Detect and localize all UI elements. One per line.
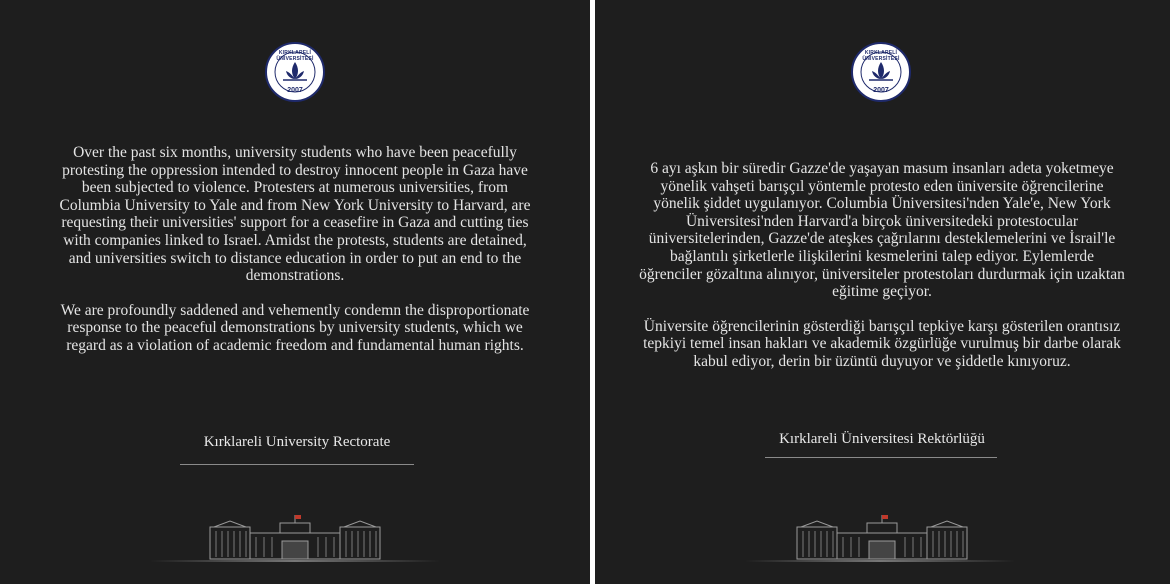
signature: Kırklareli University Rectorate: [203, 434, 391, 450]
statement-paragraph: 6 ayı aşkın bir süredir Gazze'de yaşayan masum insanları adeta yoketmeye yönelik vahşeti barışçıl yöntemle protesto eden üniversite öğrencilerine yönelik şiddet uygulanıyor. Columbia Üniversitesi'nden Yale'e, New York Üniversitesi'nden Harvard'a birçok üniversitedeki protestocular üniversitelerinden, Gazze'de ateşkes çağrılarını desteklemelerini ve İsrail'le bağlantılı şirketlerle ilişkilerini kesmelerini talep ediyor. Eylemlerde öğrenciler gözaltına alınıyor, üniversiteler protestoları durdurmak için uzaktan eğitime geçiyor.: [639, 160, 1125, 301]
university-seal-icon: [851, 42, 911, 102]
statement-paragraph: Over the past six months, university students who have been peacefully protesting the oppression intended to destroy innocent people in Gaza have been subjected to violence. Protesters at numerous universities, from Columbia University to Yale and from New York University to Harvard, are requesting their universities' support for a ceasefire in Gaza and cutting ties with companies linked to Israel. Amidst the protests, students are detained, and universities switch to distance education in order to put an end to the demonstrations.: [59, 144, 531, 285]
statement-body: [637, 160, 1127, 388]
ground-line: [150, 560, 440, 562]
signature-divider: [180, 464, 414, 465]
campus-building-icon: [190, 515, 400, 563]
statement-panel-turkish: [595, 0, 1170, 584]
university-seal-icon: [265, 42, 325, 102]
statement-paragraph: We are profoundly saddened and vehemently condemn the disproportionate response to the peaceful demonstrations by university students, which we regard as a violation of academic freedom and fundamental human rights.: [60, 301, 530, 354]
seal-university-name: KIRKLARELİ ÜNİVERSİTESİ: [276, 50, 314, 62]
seal-year: 2007: [287, 87, 303, 94]
seal-year: 2007: [873, 87, 889, 94]
statement-paragraph: Üniversite öğrencilerinin gösterdiği barışçıl tepkiye karşı gösterilen orantısız tepkiyi temel insan hakları ve akademik özgürlüğe vurulmuş bir darbe olarak kabul ediyor, derin bir üzüntü duyuyor ve şiddetle kınıyoruz.: [643, 317, 1121, 370]
statement-body: [55, 144, 535, 372]
ground-line: [745, 560, 1015, 562]
signature-divider: [765, 457, 997, 458]
signature: Kırklareli Üniversitesi Rektörlüğü: [779, 431, 985, 447]
seal-university-name: KIRKLARELİ ÜNİVERSİTESİ: [862, 50, 900, 62]
campus-building-icon: [767, 515, 997, 563]
